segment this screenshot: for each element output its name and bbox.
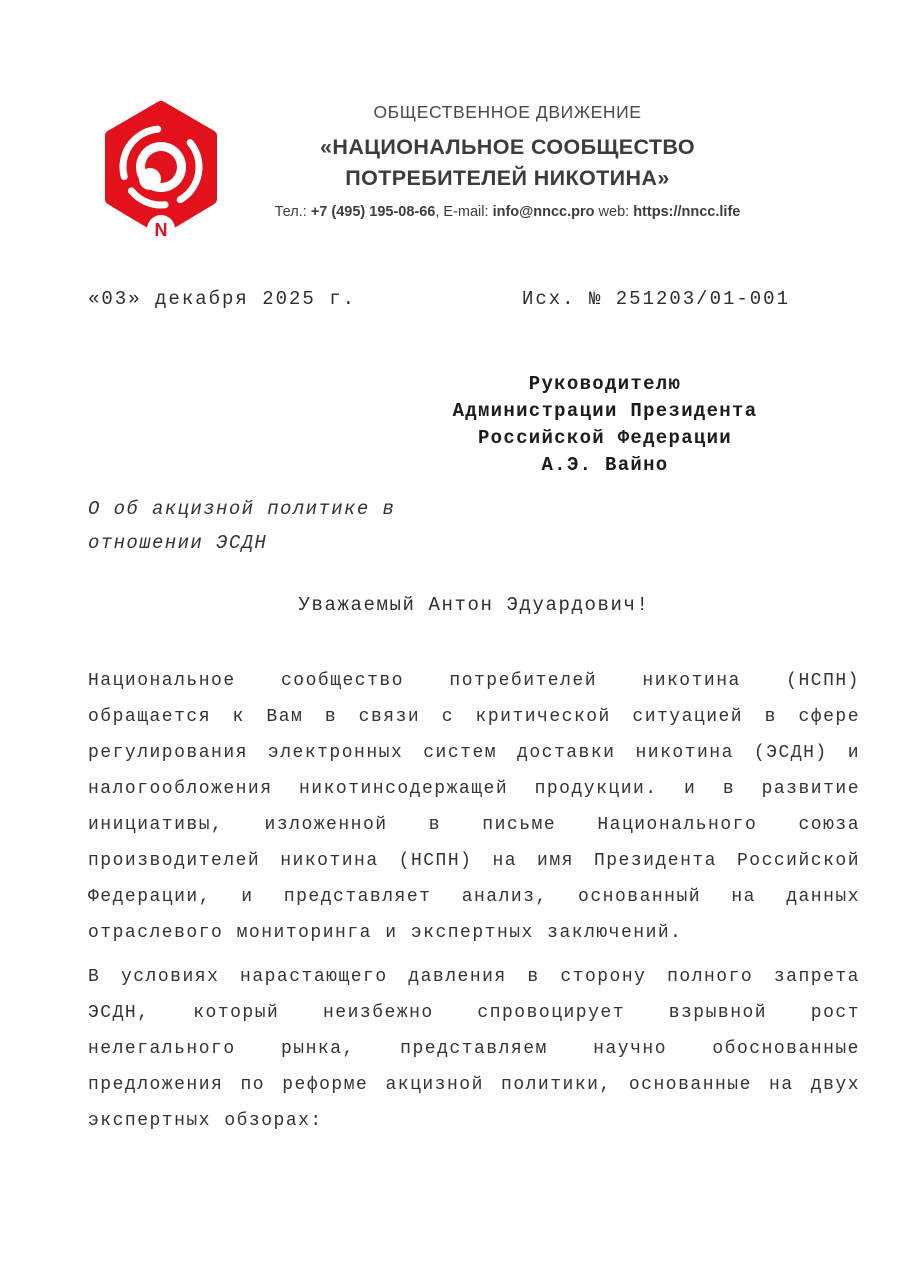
email-label: , E-mail: [435,204,493,221]
recipient-line: Российской Федерации [477,427,733,449]
letter-body [88,663,860,1139]
phone-number: +7 (495) 195-08-66 [310,204,436,221]
letterhead-text [222,98,793,220]
body-paragraph: В условиях нарастающего давления в сторону полного запрета ЭСДН, который неизбежно спровоцирует взрывной рост нелегального рынка, представляем научно обоснованные предложения по реформе акцизной политики, основанные на двух экспертных обзорах: [88,967,860,1131]
organization-logo [100,98,222,248]
web-address: https://nncc.life [633,204,741,221]
organization-name-line2: ПОТРЕБИТЕЛЕЙ НИКОТИНА» [345,165,670,190]
phone-label: Тел.: [274,204,311,221]
recipient-line: Руководителю [528,373,682,395]
organization-type: ОБЩЕСТВЕННОЕ ДВИЖЕНИЕ [373,102,642,122]
nncc-logo-icon [100,98,222,248]
body-paragraph: Национальное сообщество потребителей никотина (НСПН) обращается к Вам в связи с критической ситуацией в сфере регулирования электронных систем доставки никотина (ЭСДН) и налогообложения никотинсодержащей продукции. и в развитие инициативы, изложенной в письме Национального союза производителей никотина (НСПН) на имя Президента Российской Федерации, и представляет анализ, основанный на данных отраслевого мониторинга и экспертных заключений. [88,671,860,943]
logo-letter: N [154,220,168,240]
recipient-line: А.Э. Вайно [541,454,669,476]
outgoing-number: Исх. № 251203/01-001 [521,288,790,310]
subject-line: О об акцизной политике в отношении ЭСДН [88,498,396,554]
letterhead [0,0,905,248]
meta-row [88,290,790,309]
organization-name [222,132,793,193]
salutation: Уважаемый Антон Эдуардович! [298,594,650,616]
letter-date: «03» декабря 2025 г. [88,288,357,310]
recipient-line: Администрации Президента [452,400,758,422]
recipient-block [415,371,795,479]
organization-name-line1: «НАЦИОНАЛЬНОЕ СООБЩЕСТВО [320,135,695,159]
web-label: web: [594,204,634,221]
contact-line [222,204,793,220]
email-address: info@nncc.pro [492,204,595,221]
